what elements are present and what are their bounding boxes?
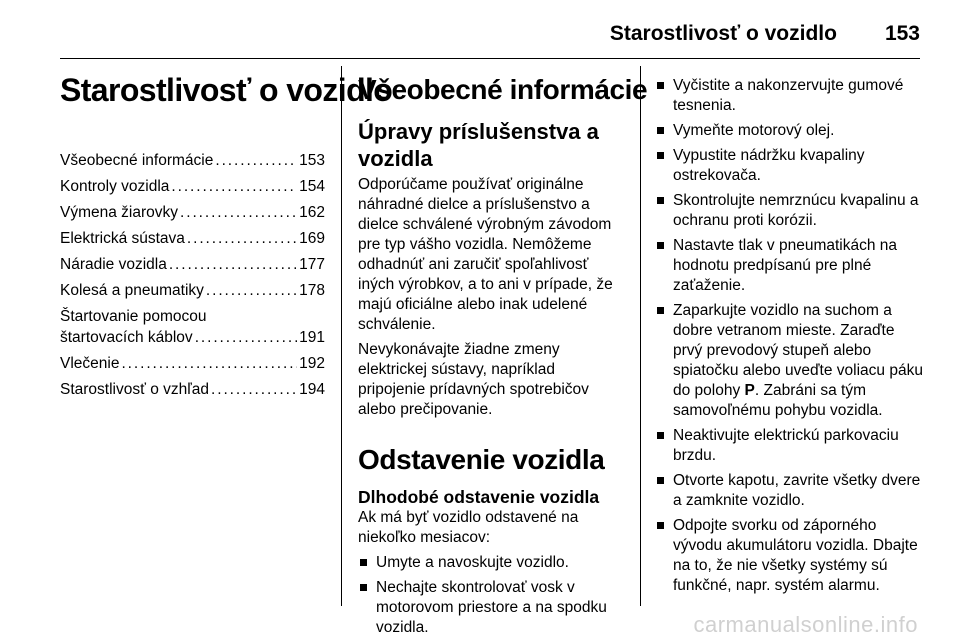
storage-bullet-list [358, 553, 626, 638]
gear-position-p: P [744, 382, 755, 399]
bullet-item: Vyčistite a nakonzervujte gumové tesnenia. [655, 76, 925, 116]
chapter-title: Starostlivosť o vozidlo [60, 72, 393, 108]
toc-label: Vlečenie [60, 355, 120, 372]
park-text-before: Zaparkujte vozidlo na suchom a dobre vetranom mieste. Zaraďte prvý prevodový stupeň alebo spiatočku alebo uveďte voliacu páku do polohy [673, 302, 923, 399]
header-rule [60, 58, 920, 59]
toc-label: Starostlivosť o vzhľad [60, 381, 210, 398]
section-title-general: Všeobecné informácie [358, 74, 648, 105]
toc-page: 191 [299, 329, 325, 346]
bullet-item: Umyte a navoskujte vozidlo. [358, 553, 626, 573]
toc-page: 153 [299, 152, 325, 169]
toc-leader [121, 353, 297, 374]
toc-label: Náradie vozidla [60, 256, 167, 273]
toc-leader [171, 176, 297, 197]
toc-page: 162 [299, 204, 325, 221]
toc-leader [195, 327, 297, 348]
toc-page: 169 [299, 230, 325, 247]
toc-entry[interactable] [60, 202, 325, 223]
bullet-item: Nastavte tlak v pneumatikách na hodnotu predpísanú pre plné zaťaženie. [655, 236, 925, 296]
toc-entry[interactable] [60, 228, 325, 249]
toc-leader [187, 228, 297, 249]
toc-page: 154 [299, 178, 325, 195]
toc-leader [180, 202, 297, 223]
toc-entry[interactable] [60, 379, 325, 400]
park-text-after: . Zabráni sa tým samovoľnému pohybu vozidla. [673, 382, 883, 419]
subsection-title-accessories: Úpravy príslušenstva a vozidla [358, 119, 599, 171]
bullet-item-park [655, 301, 925, 421]
toc-leader [215, 150, 297, 171]
toc-page: 192 [299, 355, 325, 372]
toc-label: Kontroly vozidla [60, 178, 170, 195]
toc-label: Všeobecné informácie [60, 152, 214, 169]
toc-label: Elektrická sústava [60, 230, 185, 247]
toc-entry[interactable] [60, 176, 325, 197]
accessories-paragraph-2: Nevykonávajte žiadne zmeny elektrickej sústavy, napríklad pripojenie prídavných spotrebičov alebo prečipovanie. [358, 341, 589, 418]
middle-column [358, 64, 648, 638]
bullet-item: Neaktivujte elektrickú parkovaciu brzdu. [655, 426, 925, 466]
toc-page: 178 [299, 282, 325, 299]
toc-entry[interactable] [60, 353, 325, 374]
section-title-storage: Odstavenie vozidla [358, 444, 605, 475]
subsection-title-longterm: Dlhodobé odstavenie vozidla [358, 487, 600, 507]
right-column [655, 64, 925, 596]
toc-column [60, 64, 393, 405]
storage-bullet-list-continued [655, 76, 925, 596]
column-divider-left [341, 66, 342, 606]
toc-leader [169, 254, 297, 275]
bullet-item: Skontrolujte nemrznúcu kvapalinu a ochranu proti korózii. [655, 191, 925, 231]
toc-label-line1: Štartovanie pomocou [60, 308, 207, 325]
running-header [610, 14, 920, 54]
toc-label: Kolesá a pneumatiky [60, 282, 204, 299]
page-number: 153 [884, 22, 920, 45]
accessories-paragraph-1: Odporúčame používať originálne náhradné dielce a príslušenstvo a dielce schválené výrobným závodom pre typ vášho vozidla. Nemôžeme odhadnúť ani zaručiť spoľahlivosť iných výrobkov, a to ani v prípade, že majú oficiálne alebo inak udelené schválenie. [358, 176, 613, 333]
toc-label: Výmena žiarovky [60, 204, 179, 221]
bullet-item: Nechajte skontrolovať vosk v motorovom priestore a na spodku vozidla. [358, 578, 626, 638]
running-header-title: Starostlivosť o vozidlo [609, 22, 837, 45]
toc-entry-multiline[interactable] [60, 306, 325, 348]
toc-label: štartovacích káblov [60, 329, 193, 346]
toc-page: 194 [299, 381, 325, 398]
toc-entry[interactable] [60, 280, 325, 301]
bullet-item: Vypustite nádržku kvapaliny ostrekovača. [655, 146, 925, 186]
toc-page: 177 [299, 256, 325, 273]
toc-entry[interactable] [60, 254, 325, 275]
longterm-intro: Ak má byť vozidlo odstavené na niekoľko mesiacov: [358, 509, 579, 546]
toc-leader [206, 280, 297, 301]
toc-leader [211, 379, 297, 400]
toc-entry[interactable] [60, 150, 325, 171]
bullet-item: Odpojte svorku od záporného vývodu akumulátoru vozidla. Dbajte na to, že nie všetky systémy sú funkčné, napr. systém alarmu. [655, 516, 925, 596]
bullet-item: Vymeňte motorový olej. [655, 121, 925, 141]
watermark: carmanualsonline.info [693, 612, 918, 637]
column-divider-right [640, 66, 641, 606]
bullet-item: Otvorte kapotu, zavrite všetky dvere a zamknite vozidlo. [655, 471, 925, 511]
